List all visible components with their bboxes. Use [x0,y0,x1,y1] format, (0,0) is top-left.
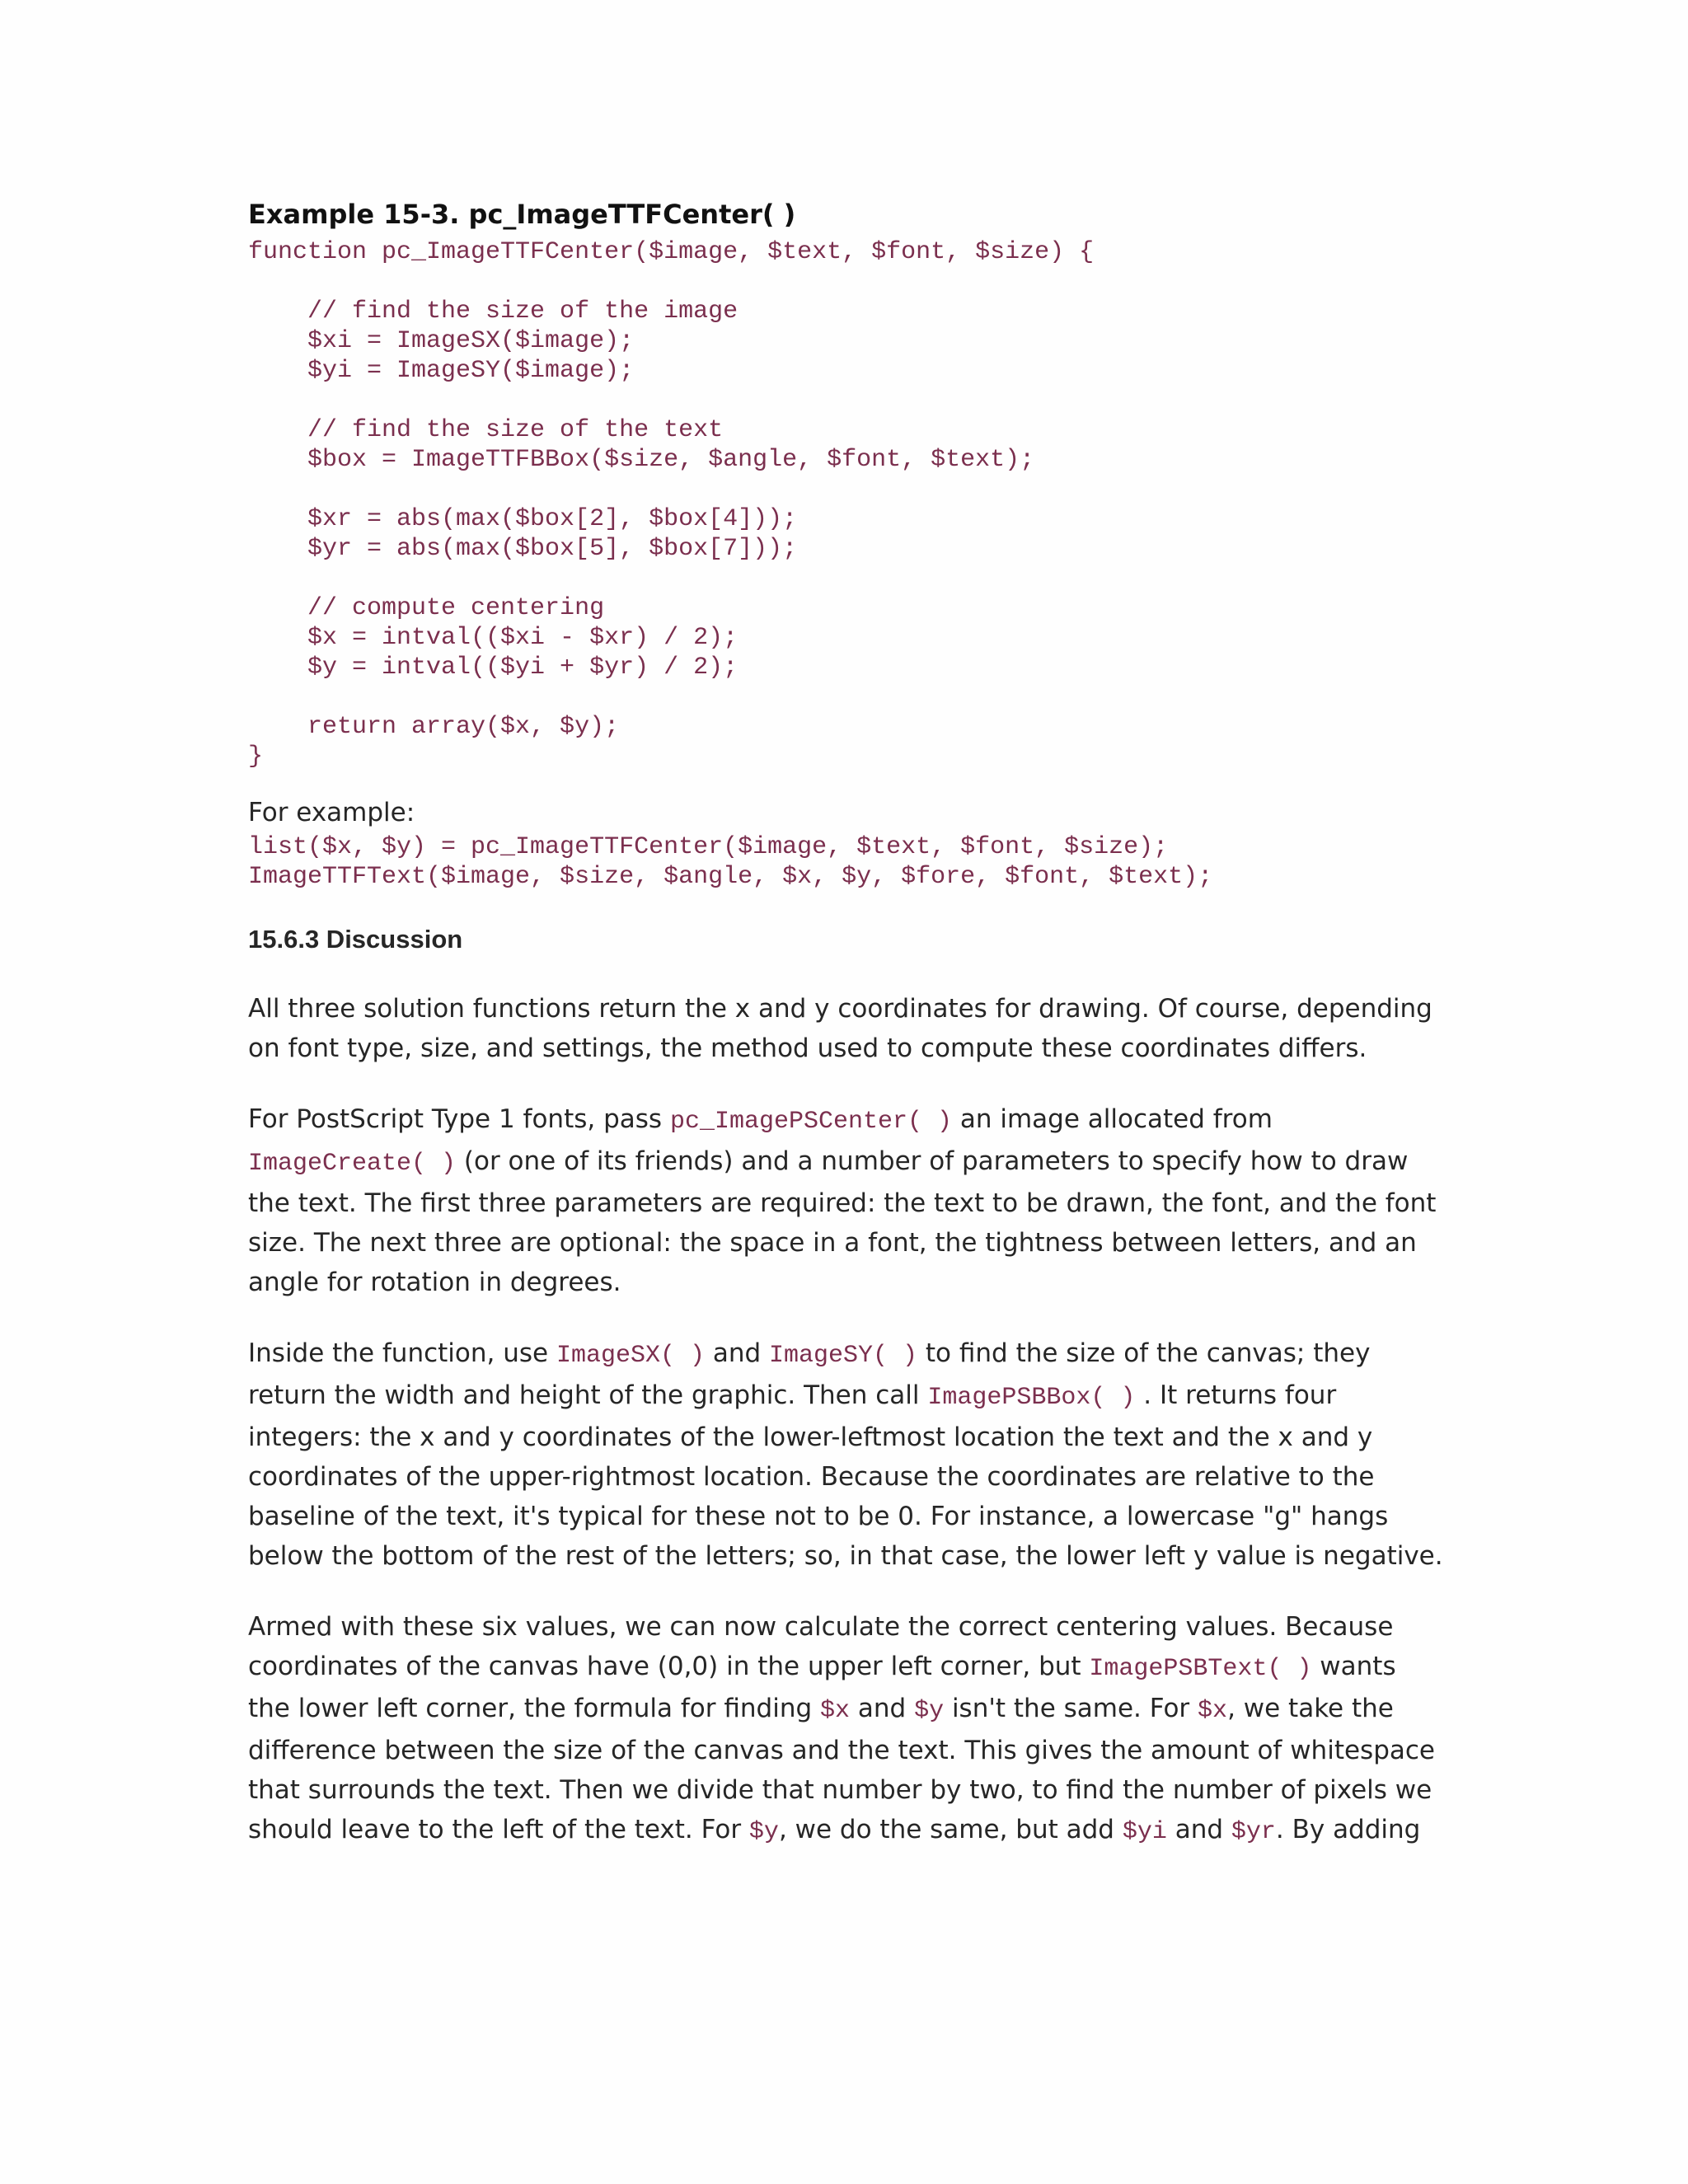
text-span: (or one of its friends) and a number of parameters to specify how to draw the text. The first three parameters are required: the text to be drawn, the font, and the font size. The next three are optional: the space in a font, the tightness between letters, and an angle for rotation in degrees. [248,1146,1437,1297]
inline-code: $y [748,1818,779,1846]
text-span: isn't the same. For [944,1694,1198,1723]
text-span: wants the lower left corner, the formula for finding [248,1652,1396,1723]
inline-code: $y [914,1697,945,1725]
for-example-label: For example: [248,798,415,827]
paragraph-3 [248,1333,1443,1576]
paragraph-1: All three solution functions return the x and y coordinates for drawing. Of course, depending on font type, size, and settings, the method used to compute these coordinates differs. [248,994,1432,1063]
text-span: Inside the function, use [248,1338,556,1368]
text-span: an image allocated from [952,1104,1273,1134]
section-heading: 15.6.3 Discussion [248,925,463,954]
usage-code-listing: list($x, $y) = pc_ImageTTFCenter($image, $text, $font, $size); ImageTTFText($image, $size, $angle, $x, $y, $fore, $font, $text); [248,833,1213,891]
code-listing: function pc_ImageTTFCenter($image, $text, $font, $size) { // find the size of the image $xi = ImageSX($image); $yi = ImageSY($image); // find the size of the text $box = ImageTTFBBox($size, $angle, $font, $text); $xr = abs(max($box[2], $box[4])); $yr = abs(max($box[5], $box[7])); // compute centering $x = intval(($xi - $xr) / 2); $y = intval(($yi + $yr) / 2); return array($x, $y); } [248,238,1095,771]
text-span: to find the size of the canvas; they return the width and height of the graphic. Then call [248,1338,1371,1410]
text-span: . It returns four integers: the x and y coordinates of the lower-leftmost location the text and the x and y coordinates of the upper-rightmost location. Because the coordinates are relative to the baseline of the text, it's typical for these not to be 0. For instance, a lowercase "g" hangs below the bottom of the rest of the letters; so, in that case, the lower left y value is negative. [248,1380,1443,1571]
text-span: . By adding [1275,1815,1421,1844]
text-span: and [704,1338,770,1368]
inline-code: ImagePSBText( ) [1089,1655,1312,1683]
inline-code: $x [820,1697,851,1725]
text-span: For PostScript Type 1 fonts, pass [248,1104,670,1134]
text-span: , we do the same, but add [778,1815,1123,1844]
inline-code: ImagePSBBox( ) [927,1384,1136,1412]
example-title: Example 15-3. pc_ImageTTFCenter( ) [248,199,796,230]
text-span: and [1166,1815,1231,1844]
paragraph-4 [248,1607,1443,1852]
inline-code: ImageSY( ) [769,1342,918,1370]
inline-code: pc_ImagePSCenter( ) [669,1108,952,1136]
inline-code: ImageSX( ) [556,1342,705,1370]
inline-code: $yr [1231,1818,1276,1846]
inline-code: $x [1198,1697,1228,1725]
inline-code: ImageCreate( ) [248,1150,457,1178]
paragraph-2 [248,1099,1443,1302]
inline-code: $yi [1122,1818,1167,1846]
text-span: , we take the difference between the size of the canvas and the text. This gives the amount of whitespace that surrounds the text. Then we divide that number by two, to find the number of pixels we should leave to the left of the text. For [248,1694,1435,1844]
document-page [248,191,1443,1852]
text-span: Armed with these six values, we can now calculate the correct centering values. Because coordinates of the canvas have (0,0) in the upper left corner, but [248,1612,1394,1681]
text-span: and [850,1694,915,1723]
